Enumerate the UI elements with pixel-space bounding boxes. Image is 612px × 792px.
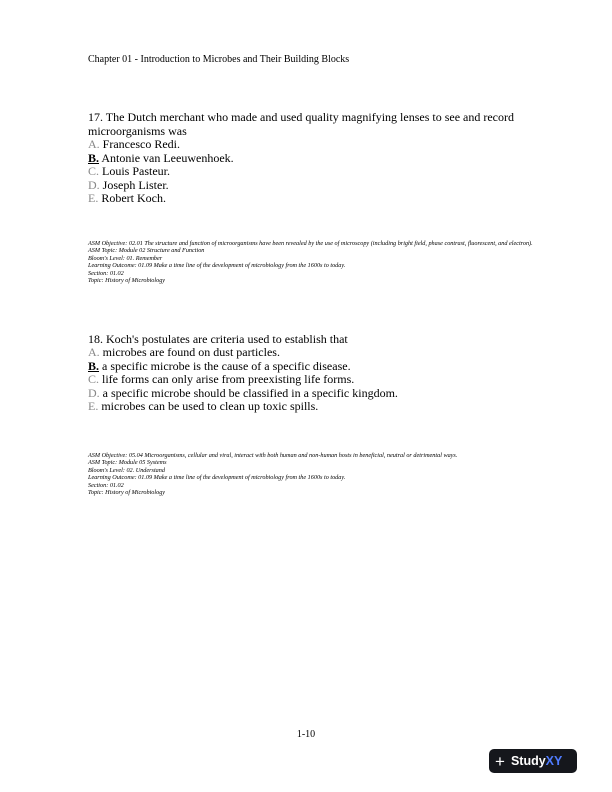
asm-objective: ASM Objective: 02.01 The structure and function of microorganisms have been revealed by the use of microscopy (including bright field, phase contrast, fluorescent, and electron). (88, 240, 533, 247)
topic: Topic: History of Microbiology (88, 277, 166, 285)
option-text: Francesco Redi. (102, 137, 180, 151)
option-c (88, 373, 528, 387)
option-letter: E. (88, 191, 99, 205)
option-letter: E. (88, 399, 99, 413)
page-number: 1-10 (296, 729, 316, 740)
studyxy-badge[interactable] (489, 749, 577, 773)
option-text: Antonie van Leeuwenhoek. (101, 150, 234, 165)
option-letter: D. (88, 385, 100, 400)
blooms-level: Bloom's Level: 02. Understand (88, 466, 165, 474)
question-18-metadata (88, 452, 538, 496)
option-text: a specific microbe should be classified in a specific kingdom. (102, 385, 398, 400)
option-c (88, 165, 528, 179)
question-stem: 17. The Dutch merchant who made and used quality magnifying lenses to see and record microorganisms was (88, 110, 514, 138)
asm-topic: ASM Topic: Module 02 Structure and Function (88, 247, 205, 255)
topic: Topic: History of Microbiology (88, 489, 166, 497)
option-d (88, 179, 528, 193)
option-letter-correct: B. (88, 150, 100, 165)
option-a (88, 346, 528, 360)
question-17 (88, 110, 528, 206)
asm-objective: ASM Objective: 05.04 Microorganisms, cellular and viral, interact with both human and non-human hosts in beneficial, neutral or detrimental ways. (88, 452, 458, 459)
option-text: microbes can be used to clean up toxic spills. (101, 399, 319, 413)
option-text: microbes are found on dust particles. (102, 345, 280, 359)
option-text: Robert Koch. (101, 191, 166, 205)
chapter-header: Chapter 01 - Introduction to Microbes and Their Building Blocks (88, 54, 350, 65)
option-letter: D. (88, 177, 100, 192)
option-e (88, 400, 528, 414)
question-stem: 18. Koch's postulates are criteria used to establish that (88, 332, 348, 346)
brand-accent: XY (545, 754, 563, 768)
section: Section: 01.02 (88, 481, 124, 489)
option-text: life forms can only arise from preexisting life forms. (102, 372, 355, 386)
section: Section: 01.02 (88, 269, 124, 277)
brand-main: Study (510, 754, 546, 768)
asm-topic: ASM Topic: Module 05 Systems (88, 459, 167, 467)
option-letter: A. (88, 345, 100, 359)
option-b-correct (88, 360, 528, 374)
option-b-correct (88, 152, 528, 166)
option-letter: C. (88, 164, 100, 178)
option-text: a specific microbe is the cause of a specific disease. (102, 358, 351, 373)
answer-options (88, 346, 528, 414)
learning-outcome: Learning Outcome: 01.09 Make a time line of the development of microbiology from the 1600s to today. (88, 262, 346, 270)
option-a (88, 138, 528, 152)
question-18 (88, 332, 528, 414)
option-e (88, 192, 528, 206)
option-d (88, 387, 528, 401)
option-letter: C. (88, 372, 100, 386)
option-letter: A. (88, 137, 100, 151)
option-text: Louis Pasteur. (102, 164, 171, 178)
answer-options (88, 138, 528, 206)
option-text: Joseph Lister. (102, 177, 169, 192)
question-17-metadata (88, 240, 538, 284)
blooms-level: Bloom's Level: 01. Remember (88, 254, 163, 262)
learning-outcome: Learning Outcome: 01.09 Make a time line of the development of microbiology from the 1600s to today. (88, 474, 346, 482)
option-letter-correct: B. (88, 358, 100, 373)
plus-icon: + (495, 751, 505, 771)
